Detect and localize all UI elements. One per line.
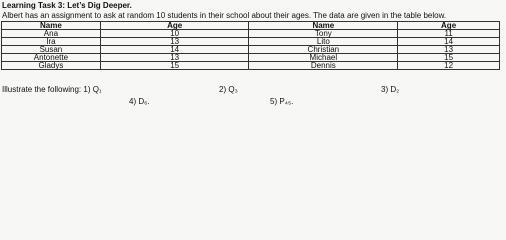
column-header-name: Name	[249, 22, 398, 30]
student-name-cell: Lito	[249, 38, 398, 46]
item-d2: 3) D₂	[381, 85, 400, 94]
student-age-cell: 13	[100, 38, 249, 46]
task-description: Albert has an assignment to ask at random 10 students in their school about their ages. The data are given in the table below.	[2, 11, 447, 20]
item-d6: 4) D₆.	[129, 97, 150, 106]
ages-table	[1, 21, 500, 70]
table-row	[2, 38, 500, 46]
student-age-cell: 14	[100, 46, 249, 54]
table-row	[2, 30, 500, 38]
student-name-cell: Antonette	[2, 54, 101, 62]
student-age-cell: 10	[100, 30, 249, 38]
student-age-cell: 15	[100, 62, 249, 70]
column-header-name: Name	[2, 22, 101, 30]
table-row	[2, 46, 500, 54]
student-name-cell: Christian	[249, 46, 398, 54]
student-age-cell: 15	[398, 54, 500, 62]
student-name-cell: Gladys	[2, 62, 101, 70]
instruction-text: Illustrate the following: 1) Q₁	[2, 85, 102, 94]
student-age-cell: 13	[398, 46, 500, 54]
item-q3: 2) Q₃	[219, 85, 238, 94]
student-name-cell: Dennis	[249, 62, 398, 70]
student-age-cell: 11	[398, 30, 500, 38]
student-name-cell: Michael	[249, 54, 398, 62]
student-name-cell: Tony	[249, 30, 398, 38]
student-age-cell: 12	[398, 62, 500, 70]
student-name-cell: Susan	[2, 46, 101, 54]
table-row	[2, 54, 500, 62]
column-header-age: Age	[398, 22, 500, 30]
table-row	[2, 62, 500, 70]
column-header-age: Age	[100, 22, 249, 30]
student-age-cell: 13	[100, 54, 249, 62]
student-name-cell: Ira	[2, 38, 101, 46]
student-age-cell: 14	[398, 38, 500, 46]
student-name-cell: Ana	[2, 30, 101, 38]
item-p45: 5) P₄₅.	[270, 97, 294, 106]
table-header-row	[2, 22, 500, 30]
task-title: Learning Task 3: Let’s Dig Deeper.	[2, 1, 132, 10]
